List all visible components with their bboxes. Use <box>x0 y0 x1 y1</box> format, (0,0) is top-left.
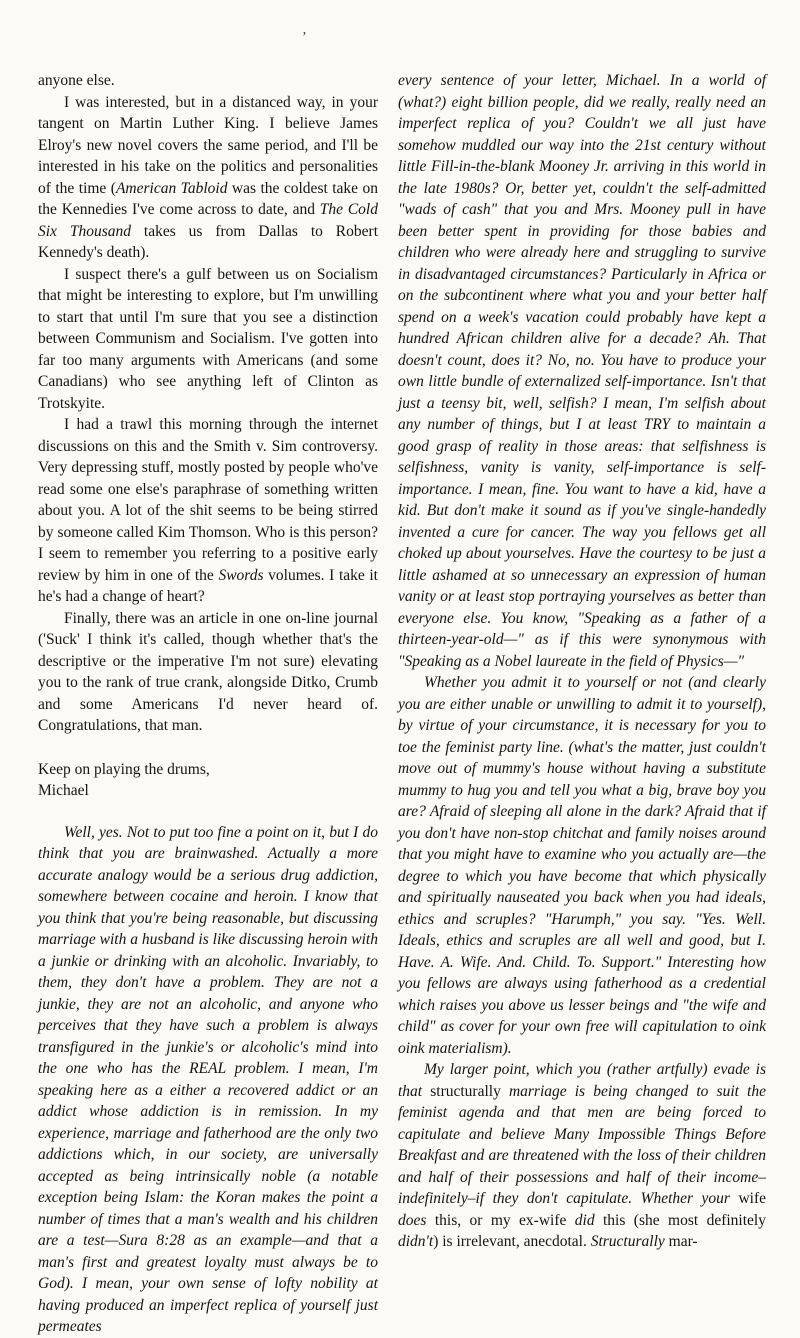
reply-paragraph-3: My larger point, which you (rather artfully) evade is that structurally marriage is being changed to suit the feminist agenda and that men are being forced to capitulate and believe Many Impossible Things Before Breakfast and are threatened with the loss of their children and half of their possessions and half of their income–indefinitely–if they don't capitulate. Whether your wife does this, or my ex-wife did this (she most definitely didn't) is irrelevant, anecdotal. Structurally mar- <box>398 1061 766 1250</box>
letter-paragraph-3: I suspect there's a gulf between us on Socialism that might be interesting to explore, but I'm unwilling to start that until I'm sure that you see a distinction between Communism and Socialism. I've gotten into far too many arguments with Americans (and some Canadians) who see anything left of Clinton as Trotskyite. <box>38 265 378 412</box>
letter-paragraph-4: I had a trawl this morning through the internet discussions on this and the Smith v. Sim controversy. Very depressing stuff, mostly posted by people who've read some one else's paraphrase of something written about you. A lot of the shit seems to be being stirred by someone called Kim Thomson. Who is this person? I seem to remember you referring to a positive early review by him in one of the Swords volumes. I take it he's had a change of heart? <box>38 416 378 605</box>
letter-paragraph-2: I was interested, but in a distanced way, in your tangent on Martin Luther King. I believe James Elroy's new novel covers the same period, and I'll be interested in his take on the politics and personalities of the time (American Tabloid was the coldest take on the Kennedies I've come across to date, and The Cold Six Thousand takes us from Dallas to Robert Kennedy's death). <box>38 93 379 261</box>
book-title: American Tabloid <box>115 179 228 197</box>
right-column <box>398 70 766 1253</box>
book-title: The Cold Six Thousand <box>38 201 378 240</box>
left-column <box>38 70 378 1338</box>
reply-paragraph-2: Whether you admit it to yourself or not (and clearly you are either unable or unwilling to admit it to yourself), by virtue of your circumstance, it is necessary for you to toe the feminist party line. (what's the matter, just couldn't move out of mummy's house without having a substitute mummy to hug you and tell you what a big, brave boy you are? Afraid of sleeping all alone in the dark? Afraid that if you don't have non-stop chitchat and family noises around that you might have to examine who you actually are—the degree to which you have become that which physically and spiritually nauseated you back when you had ideals, ethics and scruples? "Harumph," you say. "Yes. Well. Ideals, ethics and scruples are all well and good, but I. Have. A. Wife. And. Child. To. Support." Interesting how you fellows are always using fatherhood as a credential which raises you above us lesser beings and "the wife and child" as cover for your own free will capitulation to oink oink materialism). <box>398 674 766 1057</box>
book-title: Swords <box>218 566 264 584</box>
reply-paragraph-1-cont: every sentence of your letter, Michael. In a world of (what?) eight billion people, did we really, really need an imperfect replica of you? Couldn't we all just have somehow muddled our way into the 21st century without little Fill-in-the-blank Mooney Jr. arriving in this world in the late 1980s? Or, better yet, couldn't the self-admitted "wads of cash" that you and Mrs. Mooney pull in have been better spent in providing for those babies and children who were already here and struggling to survive in disadvantaged circumstances? Particularly in Africa or on the subcontinent where what you and your better half spend on a week's vacation could probably have kept a hundred African children alive for a decade? Ah. That doesn't count, does it? No, no. You have to produce your own little bundle of externalized self-importance. Isn't that just a teensy bit, well, selfish? I mean, I'm selfish about any number of things, but I at least TRY to maintain a good grasp of reality in those areas: that selfishness is selfishness, vanity is vanity, self-importance is self-importance. I mean, fine. You want to have a kid, have a kid. But don't make it sound as if you've single-handedly invented a cure for cancer. The way you fellows get all choked up about yourselves. Have the courtesy to be just a little ashamed at so unnecessary an expression of human vanity or at least stop portraying yourselves as better than everyone else. You know, "Speaking as a father of a thirteen-year-old—" as if this were synonymous with "Speaking as a Nobel laureate in the field of Physics—" <box>398 72 766 670</box>
letter-signature: Michael <box>38 782 89 799</box>
letter-signoff: Keep on playing the drums, <box>38 760 210 778</box>
print-speck: ’ <box>302 30 307 45</box>
reply-paragraph-1: Well, yes. Not to put too fine a point on it, but I do think that you are brainwashed. Actually a more accurate analogy would be a serious drug addiction, somewhere between cocaine and heroin. I know that you think that you're being reasonable, but discussing marriage with a husband is like discussing heroin with a junkie or drinking with an alcoholic. Invariably, to them, they don't have a problem. They are not a junkie, they are not an alcoholic, and anyone who perceives that they have such a problem is always transfigured in the junkie's or alcoholic's mind into the one who has the REAL problem. I mean, I'm speaking here as a either a recovered addict or an addict whose addiction is in remission. In my experience, marriage and fatherhood are the only two addictions which, in our society, are universally accepted as being intrinsically noble (a notable exception being Islam: the Koran makes the point a number of times that a man's wealth and his children are a test—Sura 8:28 as an example—and that a man's first and greatest loyalty must always be to God). I mean, your own sense of lofty nobility at having produced an imperfect replica of yourself just permeates <box>38 823 378 1335</box>
letter-paragraph-1: anyone else. <box>38 72 115 89</box>
letter-paragraph-5: Finally, there was an article in one on-line journal ('Suck' I think it's called, though whether that's the descriptive or the imperative I'm not sure) elevating you to the rank of true crank, alongside Ditko, Crumb and some Americans I'd never heard of. Congratulations, that man. <box>38 609 378 734</box>
